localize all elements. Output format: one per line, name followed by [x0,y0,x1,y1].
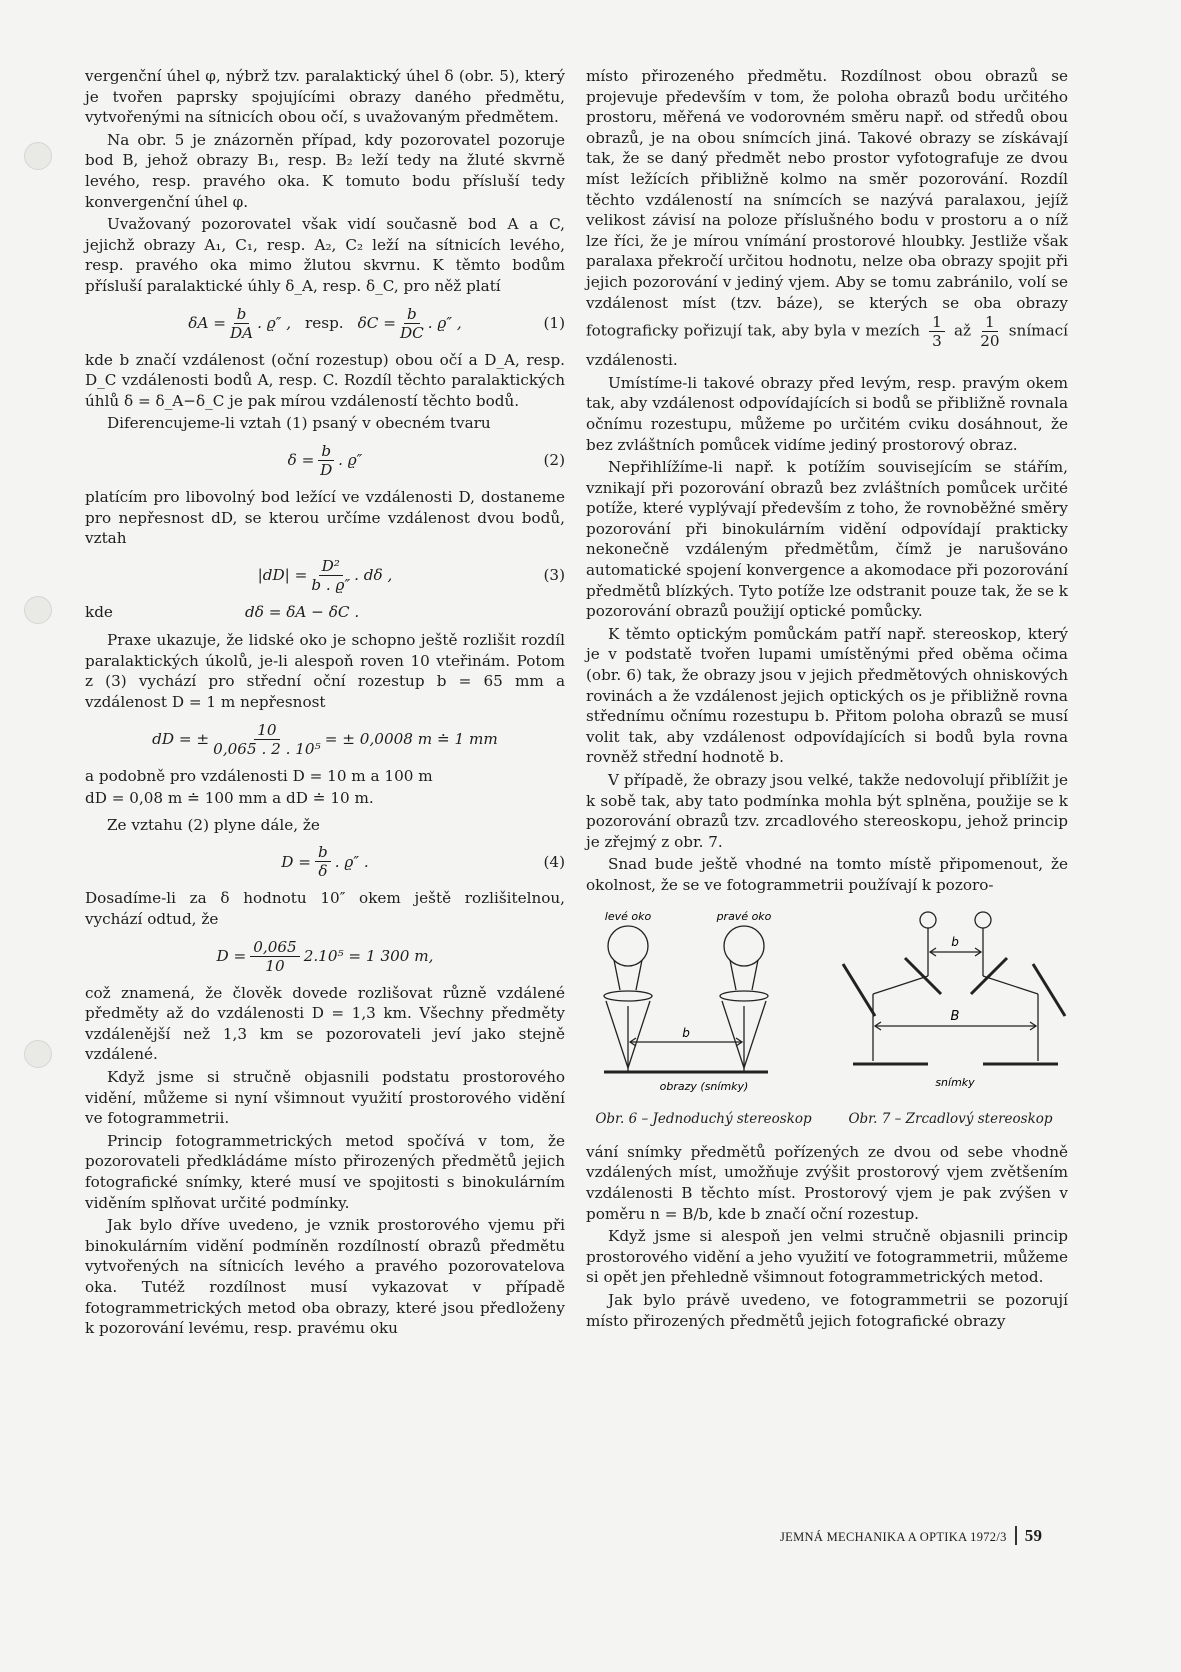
equation-3 [85,557,565,594]
equation-number: (4) [543,852,565,871]
punch-hole [24,596,52,624]
eq-lhs: D = [216,946,247,965]
denominator: DA [229,323,254,342]
denominator: D [320,460,333,479]
paragraph: Na obr. 5 je znázorněn případ, kdy pozorovatel pozoruje bod B, jehož obrazy B₁, resp. B₂ leží tedy na žluté skvrně levého, resp. pravého oka. K tomuto bodu přísluší tedy konvergenční úhel φ. [85,130,565,211]
paragraph: K těmto optickým pomůckám patří např. stereoskop, který je v podstatě tvořen lupami umístěnými před oběma očima (obr. 6) tak, že obrazy jsou v jejich předmětových ohniskových rovinách a že vzdálenost jejich optických os je přibližně rovna střednímu očnímu rozestupu b. Přitom poloha obrazů se musí volit tak, aby vzdálenost odpovídajících si bodů byla rovna rovněž střední hodnotě b. [586,624,1068,767]
numerator: b [315,843,331,862]
equation-number: (2) [543,451,565,470]
equation-3b [85,602,565,623]
eq-lhs: δA = [188,313,226,332]
paragraph [586,66,1068,371]
eq-term: . dδ , [354,565,393,584]
images-label: obrazy (snímky) [659,1079,749,1093]
page-number: 59 [1015,1526,1043,1545]
eq-lhs: D = [281,852,312,871]
figure-caption: Obr. 7 – Zrcadlový stereoskop [848,1111,1053,1128]
images-label: snímky [935,1075,975,1089]
denominator: 10 [265,956,285,975]
fraction [230,305,253,342]
eye-base-label: b [951,934,959,949]
equation-dd [85,721,565,758]
denominator: 0,065 . 2 . 10⁵ [213,739,321,758]
denominator: b . ϱ″ [311,575,351,594]
paragraph-text: snímací [1008,321,1069,340]
paragraph: Uvažovaný pozorovatel však vidí současně bod A a C, jejichž obrazy A₁, C₁, resp. A₂, C₂ leží na sítnicích levého, resp. pravého oka mimo žlutou skvrnu. K těmto bodům přísluší paralaktické úhly δ_A, resp. δ_C, pro něž platí [85,215,565,295]
eq-lhs: δC = [357,313,396,332]
punch-hole [24,142,52,170]
eq-term: . ϱ″ . [334,852,369,871]
mirror-stereoscope-diagram [833,906,1068,1102]
equation-2 [85,442,565,479]
paragraph-text: místo přirozeného předmětu. Rozdílnost obou obrazů se projevuje především v tom, že poloha obrazů bodu určitého prostoru, měřená ve vodorovném směru např. od středů obou obrazů, je na obou snímcích jiná. Takové obrazy se získávají tak, že se daný předmět nebo prostor vyfotografuje ze dvou míst ležících přibližně kolmo na směr pozorování. Rozdíl těchto vzdáleností na snímcích se nazývá paralaxou, jejíž velikost závisí na poloze příslušného bodu v prostoru a o níž lze říci, že je mírou vnímání prostorové hloubky. Jestliže však paralaxa překročí určitou hodnotu, nelze oba obrazy spojit při jejich pozorování v jediný vjem. Aby se tomu zabránilo, volí se vzdálenost míst (tzv. báze), se kterých se oba obrazy fotograficky pořizují tak, aby byla v mezích [586,67,1068,340]
eq-lhs: |dD| = [257,565,308,584]
denominator: DC [399,323,424,342]
numerator: b [318,442,334,461]
eq-text: resp. [305,313,344,332]
journal-name: JEMNÁ MECHANIKA A OPTIKA 1972/3 [780,1530,1007,1544]
paragraph: Snad bude ještě vhodné na tomto místě připomenout, že okolnost, že se ve fotogrammetrii používají k pozoro- [586,855,1068,894]
fraction [311,557,350,594]
numerator: 10 [254,721,279,740]
left-column [85,66,565,1341]
fraction [318,442,334,479]
paragraph: Nepřihlížíme-li např. k potížím souvisejícím se stářím, vznikají při pozorování obrazů bez zvláštních pomůcek určité potíže, které vyplývají především z toho, že rovnoběžné směry pozorování při binokulárním vidění odpovídají prakticky nekonečně vzdáleným předmětům, čímž je narušováno automatické spojení konvergence a akomodace při pozorování předmětů blízkých. Tyto potíže lze odstranit pouze tak, že se k pozorování obrazů použijí optické pomůcky. [586,458,1068,621]
numerator: 1 [929,313,945,332]
paragraph: kde b značí vzdálenost (oční rozestup) obou očí a D_A, resp. D_C vzdálenosti bodů A, resp. C. Rozdíl těchto paralaktických úhlů δ = δ_A−δ_C je pak mírou vzdáleností těchto bodů. [85,350,565,410]
equation-number: (3) [543,565,565,584]
photo-base-label: B [950,1008,960,1024]
fraction [929,313,945,350]
paragraph: Jak bylo právě uvedeno, ve fotogrammetrii se pozorují místo přirozených předmětů jejich fotografické obrazy [586,1290,1068,1330]
figure-6 [586,906,821,1130]
numerator: b [234,305,250,324]
equation-1 [85,305,565,342]
paragraph: V případě, že obrazy jsou velké, takže nedovolují přiblížit je k sobě tak, aby tato podmínka mohla být splněna, použije se k pozorování obrazů tzv. zrcadlového stereoskopu, jehož princip je zřejmý z obr. 7. [586,771,1068,851]
eq-term: 2.10⁵ = 1 300 m, [303,946,434,965]
fraction [980,313,999,350]
figure-7 [833,906,1068,1130]
paragraph: Jak bylo dříve uvedeno, je vznik prostorového vjemu při binokulárním vidění podmíněn rozdílností obrazů předmětu vytvořených na sítnicích levého a pravého pozorovatelova oka. Tutéž rozdílnost musí vykazovat v případě fotogrammetrických metod oba obrazy, které jsou předloženy k pozorování levému, resp. pravému oku [85,1216,565,1338]
right-eye-label: pravé oko [716,909,772,923]
paragraph: platícím pro libovolný bod ležící ve vzdálenosti D, dostaneme pro nepřesnost dD, se kterou určíme vzdálenost dvou bodů, vztah [85,487,565,548]
numerator: 0,065 [250,938,299,957]
figures-row [586,906,1068,1130]
paragraph: vergenční úhel φ, nýbrž tzv. paralaktický úhel δ (obr. 5), který je tvořen paprsky spojujícími obrazy daného předmětu, vytvořenými na sítnicích obou očí, s uvažovaným předmětem. [85,67,565,127]
eq-term: . ϱ″ , [257,313,292,332]
eq-term: . ϱ″ , [427,313,462,332]
paragraph: Když jsme si stručně objasnili podstatu prostorového vidění, můžeme si nyní všimnout využití prostorového vidění ve fotogrammetrii. [85,1068,565,1128]
eq-text: kde [85,602,113,621]
paragraph: Umístíme-li takové obrazy před levým, resp. pravým okem tak, aby vzdálenost odpovídajících si bodů se přibližně rovnala očnímu rozestupu, můžeme po určitém cviku dosáhnout, že bez zvláštních pomůcek vidíme jediný prostorový obraz. [586,373,1068,454]
paragraph: Ze vztahu (2) plyne dále, že [107,815,320,834]
paragraph: vání snímky předmětů pořízených ze dvou od sebe vhodně vzdálených míst, umožňuje zvýšit prostorový vjem zvětšením vzdálenosti B těchto míst. Prostorový vjem je pak zvýšen v poměru n = B/b, kde b značí oční rozestup. [586,1142,1068,1223]
paragraph: a podobně pro vzdálenosti D = 10 m a 100 m [85,766,433,785]
eq-term: = ± 0,0008 m ≐ 1 mm [324,729,498,748]
equation-5 [85,938,565,975]
denominator: δ [318,862,328,881]
denominator: 20 [980,332,1000,351]
paragraph-text: až [953,321,972,340]
denominator: 3 [932,332,942,351]
numerator: b [404,305,420,324]
paragraph: Diferencujeme-li vztah (1) psaný v obecném tvaru [107,414,491,433]
paragraph: Princip fotogrammetrických metod spočívá v tom, že pozorovateli předkládáme místo přirozených předmětů jejich fotografické snímky, které musí ve spojitosti s binokulárním viděním splňovat určité podmínky. [85,1131,565,1212]
eq-lhs: δ = [287,451,315,470]
equation-4 [85,843,565,880]
equation-number: (1) [543,313,565,332]
left-eye-label: levé oko [604,909,652,923]
right-column [586,66,1068,1333]
paragraph: dD = 0,08 m ≐ 100 mm a dD ≐ 10 m. [85,789,374,808]
numerator: 1 [982,313,998,332]
punch-hole [24,1040,52,1068]
fraction [400,305,424,342]
paragraph: Když jsme si alespoň jen velmi stručně objasnili princip prostorového vidění a jeho využití ve fotogrammetrii, můžeme si opět jen přehledně všimnout fotogrammetrických metod. [586,1227,1068,1287]
page-footer [780,1526,1042,1546]
numerator: D² [319,557,343,576]
fraction [213,721,321,758]
eq-lhs: dD = ± [152,729,210,748]
paragraph: Praxe ukazuje, že lidské oko je schopno ještě rozlišit rozdíl paralaktických úkolů, je-li alespoň roven 10 vteřinám. Potom z (3) vychází pro střední oční rozestup b = 65 mm a vzdálenost D = 1 m nepřesnost [85,631,565,712]
simple-stereoscope-diagram [586,906,821,1102]
figure-caption: Obr. 6 – Jednoduchý stereoskop [595,1111,812,1128]
paragraph: což znamená, že člověk dovede rozlišovat různě vzdálené předměty až do vzdálenosti D = 1,3 km. Všechny předměty vzdálenější než 1,3 km se pozorovateli jeví jako stejně vzdálené. [85,983,565,1064]
fraction [250,938,299,975]
eq-term: dδ = δA − δC . [245,602,360,621]
eq-term: . ϱ″ [338,451,363,470]
paragraph-text: vzdálenosti. [586,351,678,370]
fraction [315,843,331,880]
base-label: b [682,1025,690,1040]
paragraph: Dosadíme-li za δ hodnotu 10″ okem ještě rozlišitelnou, vychází odtud, že [85,889,565,929]
